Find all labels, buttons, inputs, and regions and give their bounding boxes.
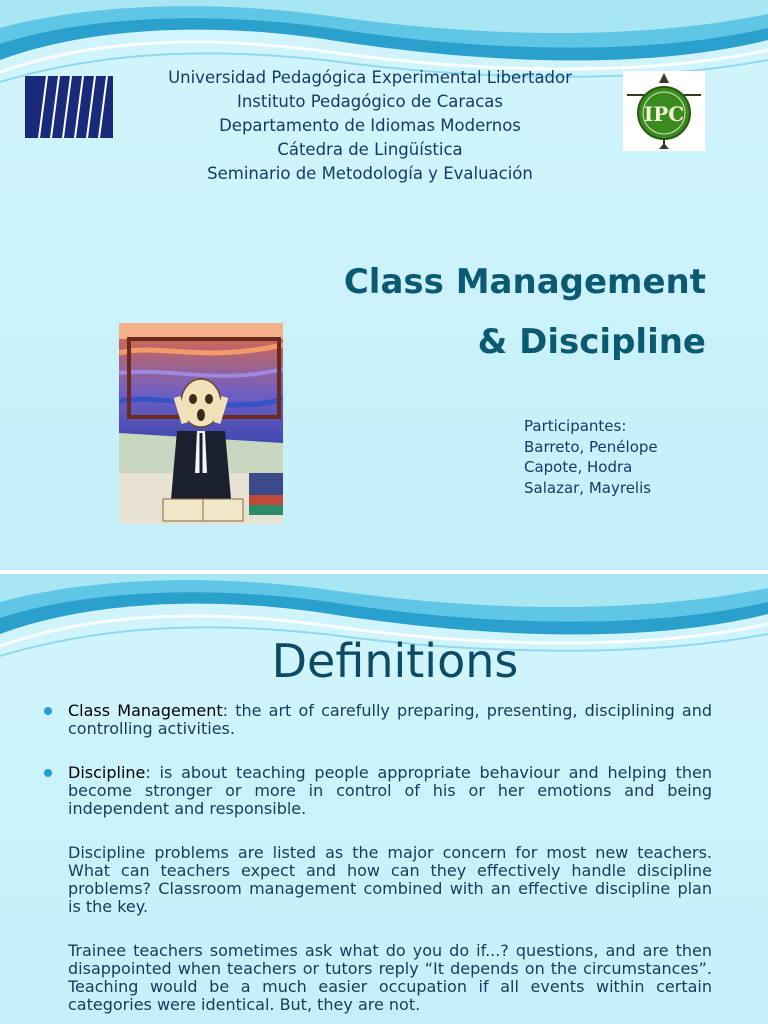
university-logo bbox=[25, 76, 115, 140]
participants-label: Participantes: bbox=[524, 417, 627, 435]
title-line-2: & Discipline bbox=[477, 322, 706, 362]
institution-line: Cátedra de Lingüística bbox=[277, 140, 463, 159]
participant-name: Capote, Hodra bbox=[524, 458, 633, 476]
scream-painting-image bbox=[119, 323, 283, 524]
bullet-item bbox=[44, 702, 712, 738]
participants-block bbox=[524, 416, 658, 498]
definitions-slide bbox=[0, 574, 768, 1024]
definition-term: Class Management bbox=[68, 701, 223, 720]
participant-name: Barreto, Penélope bbox=[524, 437, 658, 456]
bullet-icon bbox=[44, 769, 52, 777]
bullet-icon bbox=[44, 707, 52, 715]
slide-title bbox=[344, 252, 706, 372]
bullet-item bbox=[44, 764, 712, 818]
participant-name: Salazar, Mayrelis bbox=[524, 478, 652, 497]
title-line-1: Class Management bbox=[343, 262, 706, 302]
ipc-logo bbox=[623, 71, 705, 151]
body-paragraph: Trainee teachers sometimes ask what do you do if...? questions, and are then disappointed when teachers or tutors reply “It depends on the circumstances”. Teaching would be a much easier occupation if all events within certain categories were identical. But, they are not. bbox=[68, 941, 712, 1014]
institution-line: Seminario de Metodología y Evaluación bbox=[207, 164, 533, 183]
logo-text: IPC bbox=[643, 102, 685, 126]
institution-line: Departamento de Idiomas Modernos bbox=[219, 116, 521, 135]
slide-heading: Definitions bbox=[271, 634, 519, 688]
definitions-body bbox=[44, 702, 712, 1024]
institution-header bbox=[110, 66, 630, 186]
institution-line: Instituto Pedagógico de Caracas bbox=[236, 92, 504, 111]
definition-text: : the art of carefully preparing, presenting, disciplining and controlling activities. bbox=[68, 701, 713, 738]
institution-line: Universidad Pedagógica Experimental Libertador bbox=[168, 68, 572, 87]
definition-text: : is about teaching people appropriate behaviour and helping then become stronger or more in control of his or her emotions and being independent and responsible. bbox=[68, 763, 712, 818]
body-paragraph: Discipline problems are listed as the major concern for most new teachers. What can teachers expect and how can they effectively handle discipline problems? Classroom management combined with an effective discipline plan is the key. bbox=[68, 843, 712, 916]
definition-term: Discipline bbox=[68, 763, 146, 782]
